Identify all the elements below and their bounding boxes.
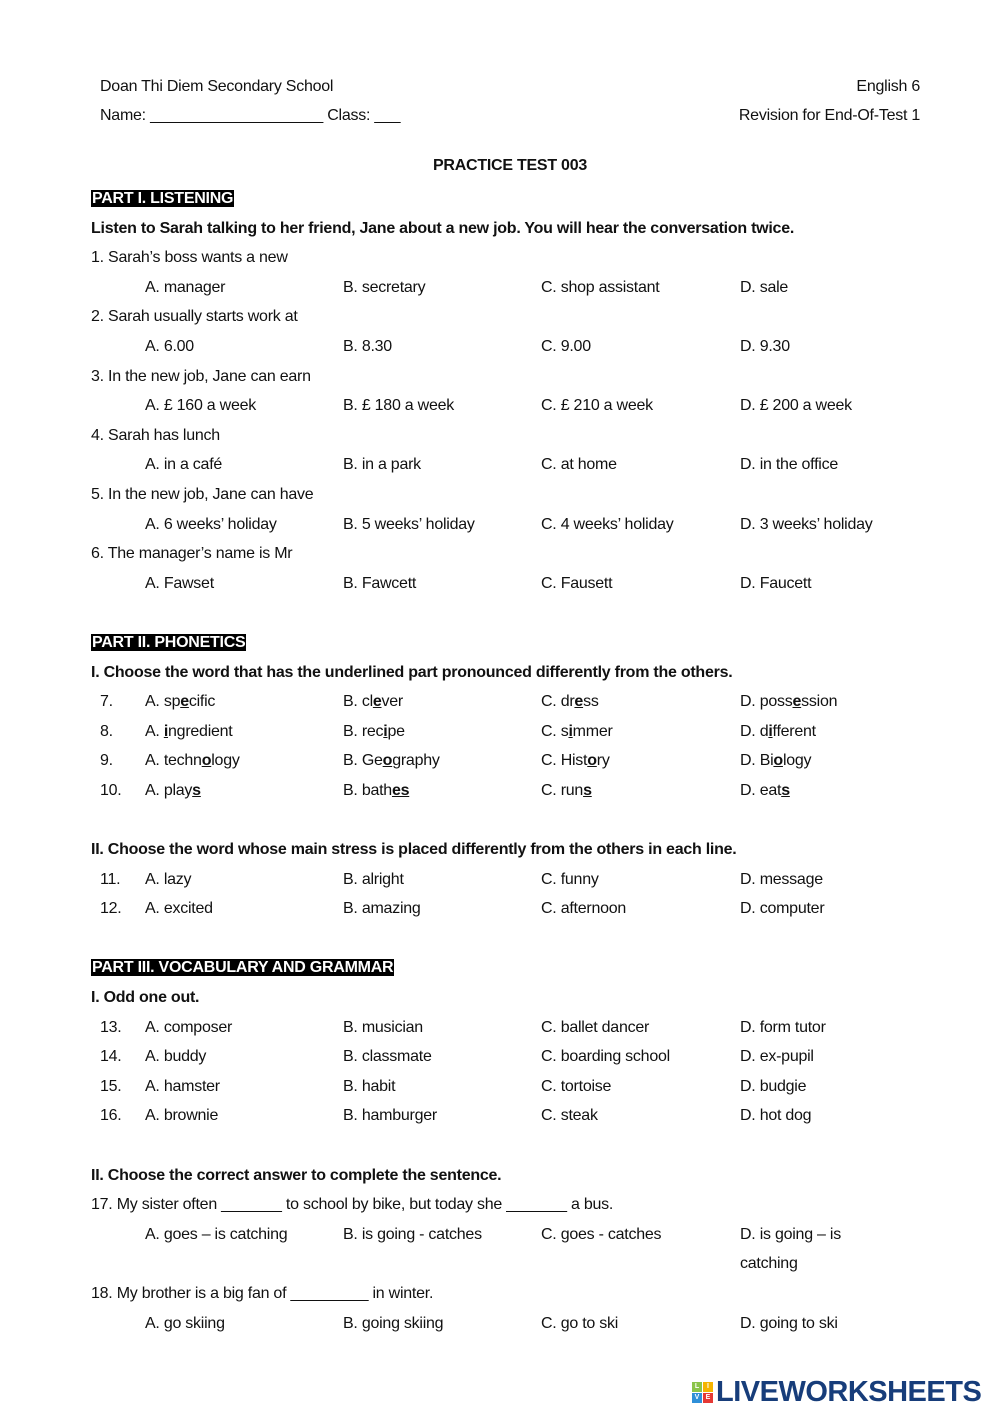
answer-option[interactable] — [541, 776, 592, 806]
answer-option[interactable]: A. manager — [145, 278, 226, 296]
name-class-line: Name: ____________________ Class: ___ — [100, 107, 401, 124]
answer-option[interactable]: C. £ 210 a week — [541, 397, 653, 415]
option-text: ss — [583, 693, 599, 711]
instruction: I. Odd one out. — [91, 989, 200, 1007]
option-text: ssion — [801, 693, 838, 711]
logo-letter-tile: I — [703, 1382, 713, 1392]
answer-option[interactable]: D. message — [740, 870, 823, 888]
answer-option[interactable]: A. brownie — [145, 1107, 219, 1125]
option-row — [91, 1220, 921, 1273]
option-row — [91, 391, 921, 421]
option-text: ry — [596, 752, 610, 770]
instruction: II. Choose the word whose main stress is placed differently from the others in each line. — [91, 841, 737, 859]
option-text: C. Hist — [541, 752, 588, 770]
answer-option[interactable]: A. 6 weeks’ holiday — [145, 515, 277, 533]
answer-option[interactable]: B. musician — [343, 1018, 423, 1036]
option-row — [91, 332, 921, 362]
blank-line — [91, 1131, 921, 1161]
section-heading — [91, 628, 921, 658]
underlined-part: o — [201, 752, 212, 770]
underlined-part: o — [382, 752, 393, 770]
option-text: fferent — [772, 722, 816, 740]
option-text: A. play — [145, 781, 193, 799]
option-text: pe — [387, 722, 405, 740]
answer-option[interactable]: D. Faucett — [740, 574, 812, 592]
option-text: B. bath — [343, 781, 392, 799]
blank-line — [91, 598, 921, 628]
answer-option[interactable]: A. 6.00 — [145, 337, 194, 355]
answer-option[interactable]: C. go to ski — [541, 1314, 619, 1332]
question-number: 9. — [100, 752, 113, 770]
option-row — [91, 687, 921, 717]
underlined-part: es — [391, 781, 410, 799]
underlined-part: s — [583, 781, 592, 799]
underlined-part: s — [781, 781, 790, 799]
subject: English 6 — [856, 78, 920, 95]
instruction: I. Choose the word that has the underlined part pronounced differently from the others. — [91, 663, 733, 681]
answer-option[interactable]: A. go skiing — [145, 1314, 225, 1332]
answer-option[interactable] — [343, 717, 405, 747]
answer-option[interactable]: B. 8.30 — [343, 337, 392, 355]
option-text: C. dr — [541, 693, 575, 711]
question-number: 8. — [100, 722, 113, 740]
option-row — [91, 776, 921, 806]
option-text: logy — [211, 752, 240, 770]
answer-option[interactable]: C. tortoise — [541, 1077, 612, 1095]
option-text: D. poss — [740, 693, 793, 711]
logo-letter-tile: E — [703, 1393, 713, 1403]
answer-option[interactable]: B. 5 weeks’ holiday — [343, 515, 475, 533]
option-row — [91, 865, 921, 895]
underlined-part: s — [192, 781, 201, 799]
question-stem: 3. In the new job, Jane can earn — [91, 367, 311, 385]
answer-option[interactable]: C. 9.00 — [541, 337, 591, 355]
question-number: 7. — [100, 693, 113, 711]
logo-text: LIVEWORKSHEETS — [716, 1376, 982, 1408]
answer-option[interactable]: C. boarding school — [541, 1048, 670, 1066]
answer-option[interactable] — [740, 717, 816, 747]
option-text: ngredient — [168, 722, 233, 740]
answer-option[interactable]: D. form tutor — [740, 1018, 826, 1036]
question-stem: 17. My sister often _______ to school by bike, but today she _______ a bus. — [91, 1196, 614, 1214]
answer-option[interactable]: B. alright — [343, 870, 404, 888]
answer-option[interactable] — [740, 776, 790, 806]
answer-option[interactable]: D. 9.30 — [740, 337, 790, 355]
logo-letter-tile: L — [692, 1382, 702, 1392]
revision-label: Revision for End-Of-Test 1 — [738, 107, 920, 124]
answer-option[interactable]: C. funny — [541, 870, 599, 888]
answer-option[interactable]: A. in a café — [145, 456, 223, 474]
answer-option[interactable]: A. goes – is catching — [145, 1225, 288, 1243]
option-row — [91, 894, 921, 924]
section-heading — [91, 953, 921, 983]
answer-option[interactable]: C. steak — [541, 1107, 598, 1125]
answer-option[interactable]: A. buddy — [145, 1048, 207, 1066]
blank-line — [91, 805, 921, 835]
underlined-part: e — [792, 693, 802, 711]
option-text: cific — [188, 693, 216, 711]
question-stem: 5. In the new job, Jane can have — [91, 485, 314, 503]
question-number: 15. — [100, 1077, 122, 1095]
answer-option[interactable]: D. sale — [740, 278, 789, 296]
blank-line — [91, 924, 921, 954]
option-text: A. sp — [145, 693, 181, 711]
underlined-part: o — [587, 752, 597, 770]
answer-option[interactable] — [541, 687, 599, 717]
answer-option[interactable]: D. budgie — [740, 1077, 807, 1095]
option-row — [91, 1042, 921, 1072]
answer-option[interactable] — [145, 717, 232, 747]
answer-option[interactable] — [145, 776, 201, 806]
underlined-part: e — [574, 693, 584, 711]
option-text: ver — [381, 693, 404, 711]
option-row — [91, 1101, 921, 1131]
header-row-2 — [100, 107, 920, 125]
option-text: logy — [782, 752, 812, 770]
answer-option[interactable]: C. at home — [541, 456, 617, 474]
section-heading-text: PART II. PHONETICS — [92, 633, 246, 651]
header-row-1 — [100, 78, 920, 96]
answer-option[interactable]: B. going skiing — [343, 1314, 444, 1332]
option-text: B. cl — [343, 693, 373, 711]
underlined-part: i — [383, 722, 388, 740]
answer-option[interactable] — [740, 687, 837, 717]
question-stem: 4. Sarah has lunch — [91, 426, 220, 444]
option-row — [91, 510, 921, 540]
option-text: D. eat — [740, 781, 782, 799]
option-text: C. s — [541, 722, 569, 740]
answer-option[interactable] — [541, 717, 613, 747]
answer-option[interactable]: B. classmate — [343, 1048, 432, 1066]
answer-option[interactable]: A. excited — [145, 900, 213, 918]
option-text: B. Ge — [343, 752, 383, 770]
option-row — [91, 1013, 921, 1043]
underlined-part: o — [773, 752, 783, 770]
answer-option[interactable] — [740, 746, 811, 776]
school-name: Doan Thi Diem Secondary School — [100, 78, 334, 95]
option-row — [91, 717, 921, 747]
underlined-part: i — [163, 722, 169, 740]
live-squares-icon — [692, 1382, 713, 1403]
underlined-part: i — [768, 722, 773, 740]
option-row — [91, 450, 921, 480]
question-stem: 6. The manager’s name is Mr — [91, 545, 293, 563]
question-number: 14. — [100, 1048, 122, 1066]
answer-option[interactable]: D. ex-pupil — [740, 1048, 814, 1066]
answer-option[interactable]: D. going to ski — [740, 1314, 838, 1332]
page-title: PRACTICE TEST 003 — [432, 157, 587, 174]
option-row — [91, 273, 921, 303]
answer-option[interactable]: A. hamster — [145, 1077, 220, 1095]
answer-option[interactable]: D. hot dog — [740, 1107, 812, 1125]
option-text: B. rec — [343, 722, 384, 740]
question-number: 13. — [100, 1018, 122, 1036]
answer-option[interactable]: C. afternoon — [541, 900, 627, 918]
answer-option[interactable]: B. amazing — [343, 900, 421, 918]
answer-option[interactable]: D. computer — [740, 900, 825, 918]
underlined-part: i — [568, 722, 573, 740]
answer-option[interactable]: B. secretary — [343, 278, 426, 296]
answer-option[interactable]: B. Fawcett — [343, 574, 417, 592]
option-row — [91, 569, 921, 599]
answer-option[interactable]: B. £ 180 a week — [343, 397, 454, 415]
blank-line — [91, 1249, 921, 1279]
answer-option[interactable]: B. hamburger — [343, 1107, 437, 1125]
answer-option[interactable] — [343, 776, 409, 806]
question-stem: 1. Sarah’s boss wants a new — [91, 249, 288, 267]
question-stem: 18. My brother is a big fan of _________ in winter. — [91, 1284, 434, 1302]
section-heading-text: PART III. VOCABULARY AND GRAMMAR — [92, 959, 394, 977]
question-stem: 2. Sarah usually starts work at — [91, 308, 298, 326]
option-row — [91, 746, 921, 776]
answer-option[interactable]: B. habit — [343, 1077, 396, 1095]
section-heading-text: PART I. LISTENING — [92, 190, 234, 207]
underlined-part: e — [372, 693, 382, 711]
answer-option[interactable]: A. composer — [145, 1018, 233, 1036]
answer-option[interactable] — [343, 687, 403, 717]
option-text: C. run — [541, 781, 584, 799]
instruction: Listen to Sarah talking to her friend, Jane about a new job. You will hear the conversation twice. — [91, 219, 795, 237]
answer-option[interactable]: D. in the office — [740, 456, 838, 474]
answer-option[interactable]: C. Fausett — [541, 574, 613, 592]
question-number: 11. — [100, 870, 121, 888]
answer-option[interactable]: B. in a park — [343, 456, 421, 474]
answer-option[interactable]: C. ballet dancer — [541, 1018, 650, 1036]
liveworksheets-logo — [692, 1376, 981, 1409]
question-number: 16. — [100, 1107, 122, 1125]
answer-option[interactable] — [343, 746, 440, 776]
option-text: D. d — [740, 722, 769, 740]
instruction: II. Choose the correct answer to complete the sentence. — [91, 1166, 502, 1184]
answer-option[interactable]: D. is going – is catching — [740, 1225, 841, 1273]
option-row — [91, 1072, 921, 1102]
answer-option[interactable] — [541, 746, 610, 776]
option-text: A. — [145, 722, 164, 740]
answer-option[interactable]: D. 3 weeks’ holiday — [740, 515, 873, 533]
option-row — [91, 1309, 921, 1339]
option-text: D. Bi — [740, 752, 774, 770]
logo-letter-tile: V — [692, 1393, 702, 1403]
question-number: 12. — [100, 900, 122, 918]
answer-option[interactable]: A. £ 160 a week — [145, 397, 256, 415]
answer-option[interactable] — [145, 687, 215, 717]
underlined-part: e — [180, 693, 189, 711]
section-heading — [91, 184, 921, 214]
option-text: A. techn — [145, 752, 202, 770]
option-text: mmer — [572, 722, 613, 740]
answer-option[interactable] — [145, 746, 240, 776]
answer-option[interactable]: C. goes - catches — [541, 1225, 662, 1243]
answer-option[interactable]: A. Fawset — [145, 574, 214, 592]
answer-option[interactable]: C. 4 weeks’ holiday — [541, 515, 674, 533]
test-content — [91, 184, 921, 1338]
question-number: 10. — [100, 781, 122, 799]
answer-option[interactable]: B. is going - catches — [343, 1225, 482, 1243]
option-text: graphy — [392, 752, 440, 770]
answer-option[interactable]: D. £ 200 a week — [740, 397, 852, 415]
answer-option[interactable]: C. shop assistant — [541, 278, 660, 296]
answer-option[interactable]: A. lazy — [145, 870, 192, 888]
